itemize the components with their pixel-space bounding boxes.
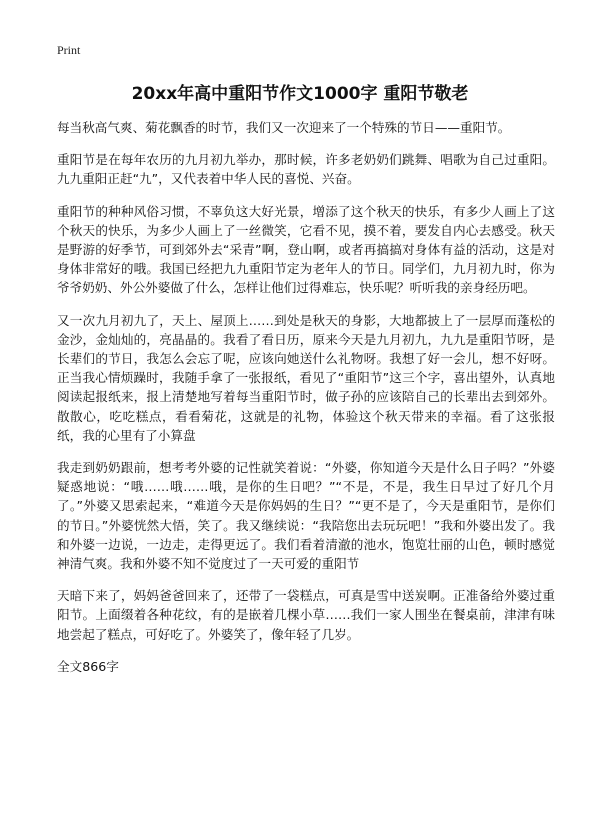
paragraph-4: 又一次九月初九了，天上、屋顶上……到处是秋天的身影，大地都披上了一层厚而蓬松的金沙，金灿灿的，亮晶晶的。我看了看日历，原来今天是九月初九，九九是重阳节呀，是长辈们的节日，我怎么会忘了呢，应该向她送什么礼物呀。我想了好一会儿，想不好呀。正当我心情烦躁时，我随手拿了一张报纸，看见了“重阳节”这三个字，喜出望外，认真地阅读起报纸来，报上清楚地写着每当重阳节时，做子孙的应该陪自己的长辈出去到郊外。散散心，吃吃糕点，看看菊花，这就是的礼物，体验这个秋天带来的幸福。看了这张报纸，我的心里有了小算盘 [57, 312, 555, 443]
article-body [57, 118, 555, 676]
page-title: 20xx年高中重阳节作文1000字 重阳节敬老 [131, 84, 469, 104]
paragraph-1: 每当秋高气爽、菊花飘香的时节，我们又一次迎来了一个特殊的节日——重阳节。 [57, 120, 511, 135]
paragraph-5: 我走到奶奶跟前，想考考外婆的记性就笑着说：“外婆，你知道今天是什么日子吗？”外婆疑惑地说：“哦……哦……哦，是你的生日吧？”“不是，不是，我生日早过了好几个月了。”外婆又思索起来，“难道今天是你妈妈的生日？”“更不是了，今天是重阳节，是你们的节日。”外婆恍然大悟，笑了。我又继续说：“我陪您出去玩玩吧！”我和外婆出发了。我和外婆一边说，一边走，走得更远了。我们看着清澈的池水，饱览壮丽的山色，顿时感觉神清气爽。我和外婆不知不觉度过了一天可爱的重阳节 [57, 460, 555, 572]
paragraph-3: 重阳节的种种风俗习惯，不辜负这大好光景，增添了这个秋天的快乐，有多少人画上了这个秋天的快乐，为多少人画上了一丝微笑，它看不见，摸不着，要发自内心去感受。秋天是野游的好季节，可到郊外去“采青”啊，登山啊，或者再搞搞对身体有益的活动，这是对身体非常好的哦。我国已经把九九重阳节定为老年人的节日。同学们，九月初九时，你为爷爷奶奶、外公外婆做了什么，怎样让他们过得难忘，快乐呢？听听我的亲身经历吧。 [57, 203, 555, 296]
print-link[interactable]: Print [57, 43, 81, 57]
paragraph-2: 重阳节是在每年农历的九月初九举办，那时候，许多老奶奶们跳舞、唱歌为自己过重阳。九九重阳正赶“九”，又代表着中华人民的喜悦、兴奋。 [57, 152, 555, 187]
word-count: 全文866字 [57, 658, 119, 674]
paragraph-6: 天暗下来了，妈妈爸爸回来了，还带了一袋糕点，可真是雪中送炭啊。正准备给外婆过重阳节。上面缀着各种花纹，有的是嵌着几棵小草……我们一家人围坐在餐桌前，津津有味地尝起了糕点，可好吃了。外婆笑了，像年轻了几岁。 [57, 588, 555, 642]
